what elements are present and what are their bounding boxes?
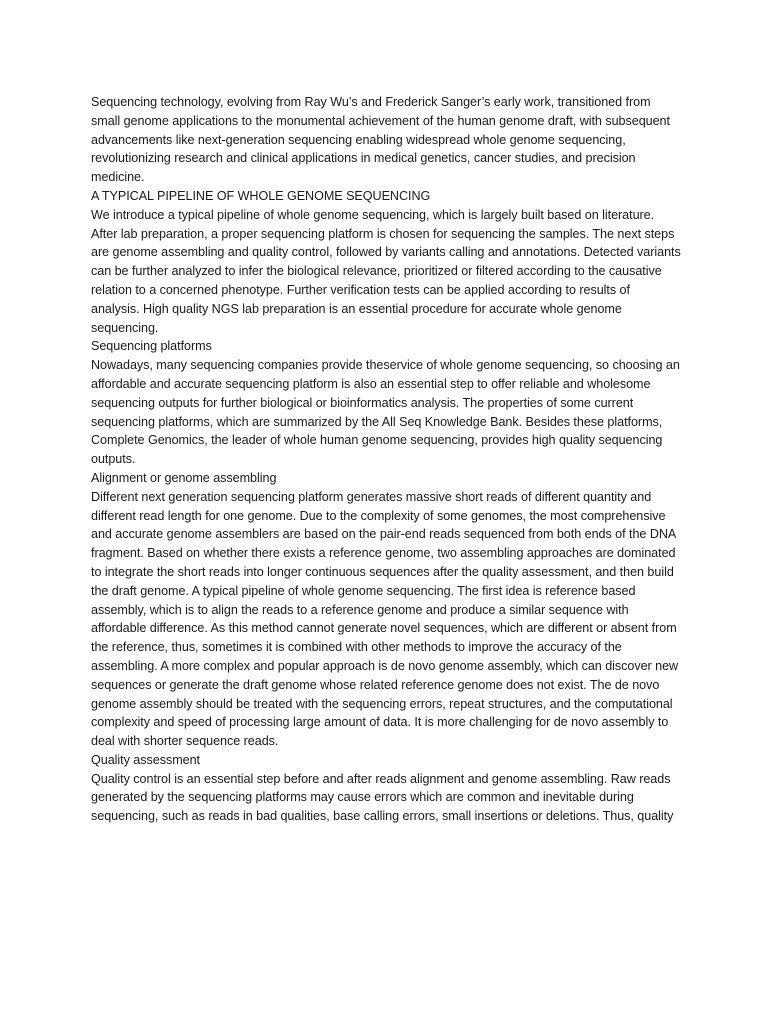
- platforms-paragraph: Nowadays, many sequencing companies provide theservice of whole genome sequencing, so choosing an affordable and accurate sequencing platform is also an essential step to offer reliable and wholesome sequencing outputs for further biological or bioinformatics analysis. The properties of some current sequencing platforms, which are summarized by the All Seq Knowledge Bank. Besides these platforms, Complete Genomics, the leader of whole human genome sequencing, provides high quality sequencing outputs.: [91, 358, 680, 467]
- section-title: A TYPICAL PIPELINE OF WHOLE GENOME SEQUENCING: [91, 188, 431, 203]
- quality-heading: Quality assessment: [91, 752, 200, 767]
- intro-paragraph: Sequencing technology, evolving from Ray Wu’s and Frederick Sanger’s early work, transitioned from small genome applications to the monumental achievement of the human genome draft, with subsequent advancements like next-generation sequencing enabling widespread whole genome sequencing, revolutionizing research and clinical applications in medical genetics, cancer studies, and precision medicine.: [91, 95, 670, 185]
- quality-paragraph: Quality control is an essential step before and after reads alignment and genome assembling. Raw reads generated by the sequencing platforms may cause errors which are common and inevitable during sequencing, such as reads in bad qualities, base calling errors, small insertions or deletions. Thus, quality: [91, 771, 674, 824]
- alignment-paragraph: Different next generation sequencing platform generates massive short reads of different quantity and different read length for one genome. Due to the complexity of some genomes, the most comprehensive and accurate genome assemblers are based on the pair-end reads sequenced from both ends of the DNA fragment. Based on whether there exists a reference genome, two assembling approaches are dominated to integrate the short reads into longer continuous sequences after the quality assessment, and then build the draft genome. A typical pipeline of whole genome sequencing. The first idea is reference based assembly, which is to align the reads to a reference genome and produce a similar sequence with affordable difference. As this method cannot generate novel sequences, which are different or absent from the reference, thus, sometimes it is combined with other methods to improve the accuracy of the assembling. A more complex and popular approach is de novo genome assembly, which can discover new sequences or generate the draft genome whose related reference genome does not exist. The de novo genome assembly should be treated with the sequencing errors, repeat structures, and the computational complexity and speed of processing large amount of data. It is more challenging for de novo assembly to deal with shorter sequence reads.: [91, 489, 679, 749]
- platforms-heading: Sequencing platforms: [91, 339, 212, 354]
- document-page: [91, 93, 681, 826]
- alignment-heading: Alignment or genome assembling: [91, 470, 277, 485]
- pipeline-paragraph: We introduce a typical pipeline of whole genome sequencing, which is largely built based on literature. After lab preparation, a proper sequencing platform is chosen for sequencing the samples. The next steps are genome assembling and quality control, followed by variants calling and annotations. Detected variants can be further analyzed to infer the biological relevance, prioritized or filtered according to the causative relation to a concerned phenotype. Further verification tests can be applied according to results of analysis. High quality NGS lab preparation is an essential procedure for accurate whole genome sequencing.: [91, 207, 681, 335]
